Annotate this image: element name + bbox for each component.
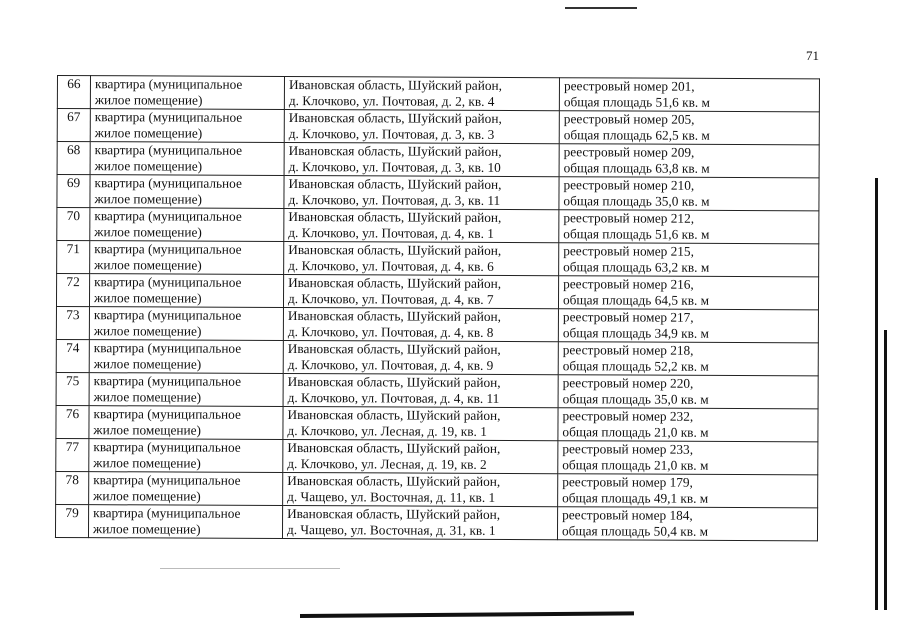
row-number-text: 68 [66,142,81,158]
property-details-text: реестровый номер 184, [562,507,693,523]
property-address [283,307,558,341]
property-details-text: общая площадь 64,5 кв. м [562,292,710,308]
property-details [558,342,818,376]
property-address-text: д. Клочково, ул. Почтовая, д. 3, кв. 11 [288,192,501,208]
row-number-text: 73 [66,307,80,323]
property-registry-table [55,75,820,541]
table-row [57,208,819,244]
property-details-text: общая площадь 35,0 кв. м [562,391,709,407]
property-type-text: жилое помещение) [93,422,202,438]
property-details-text: общая площадь 63,8 кв. м [563,160,710,176]
property-type-text: жилое помещение) [93,323,202,339]
row-number [57,241,90,274]
property-type [89,340,283,374]
property-address-text: Ивановская область, Шуйский район, [287,374,501,390]
property-type [89,439,283,473]
property-type-text: жилое помещение) [93,455,201,471]
property-address-text: Ивановская область, Шуйский район, [287,308,501,324]
row-number [56,405,89,438]
property-type [89,373,283,407]
scan-mark-top [565,7,637,9]
property-details-text: общая площадь 35,0 кв. м [563,193,710,209]
property-type-text: квартира (муниципальное [93,439,241,455]
property-type-text: квартира (муниципальное [93,406,241,422]
property-details-text: общая площадь 49,1 кв. м [562,490,709,506]
property-address-text: д. Клочково, ул. Почтовая, д. 4, кв. 9 [287,357,494,373]
table-row [57,142,819,178]
property-type-text: жилое помещение) [93,356,202,372]
row-number [56,372,89,405]
table-row [56,274,818,310]
table-row [56,372,818,408]
property-address [284,241,559,275]
property-address-text: д. Чащево, ул. Восточная, д. 31, кв. 1 [286,522,496,538]
property-address-text: д. Клочково, ул. Почтовая, д. 4, кв. 6 [288,258,494,274]
property-details [559,111,819,145]
property-address-text: д. Клочково, ул. Почтовая, д. 4, кв. 8 [287,324,494,340]
property-details [559,144,819,178]
property-address-text: д. Клочково, ул. Почтовая, д. 4, кв. 11 [287,390,500,406]
table-row [56,306,818,342]
property-details-text: общая площадь 34,9 кв. м [562,325,710,341]
property-details [557,507,817,541]
property-details-text: общая площадь 62,5 кв. м [563,127,710,143]
property-details-text: реестровый номер 215, [563,243,694,259]
property-type [90,109,284,143]
property-address-text: Ивановская область, Шуйский район, [287,407,501,423]
property-details-text: реестровый номер 210, [563,177,695,193]
property-address-text: д. Клочково, ул. Лесная, д. 19, кв. 1 [287,423,487,439]
property-details-text: реестровый номер 220, [562,375,694,391]
property-type [90,142,284,176]
property-address [283,274,558,308]
property-type [90,208,284,242]
property-type-text: квартира (муниципальное [94,76,243,92]
row-number [57,175,90,208]
property-address-text: д. Клочково, ул. Почтовая, д. 4, кв. 1 [288,225,494,241]
property-address-text: д. Клочково, ул. Почтовая, д. 3, кв. 3 [288,126,495,142]
property-address-text: Ивановская область, Шуйский район, [287,341,501,357]
row-number [56,339,89,372]
table-row [55,504,817,540]
page-number: 71 [806,48,819,63]
scan-edge-right-2 [884,330,887,610]
property-type-text: жилое помещение) [94,92,203,108]
property-address [284,142,559,176]
property-address [283,406,558,440]
property-address [282,505,557,539]
property-type-text: жилое помещение) [94,224,202,240]
property-details [559,210,819,244]
table-body [55,76,819,541]
property-address-text: Ивановская область, Шуйский район, [288,242,502,258]
property-type-text: квартира (муниципальное [93,373,242,389]
property-details [558,408,818,442]
property-address [284,109,559,143]
property-address-text: д. Клочково, ул. Почтовая, д. 4, кв. 7 [287,291,494,307]
property-address-text: Ивановская область, Шуйский район, [288,176,502,192]
property-address-text: д. Клочково, ул. Почтовая, д. 3, кв. 10 [288,159,501,175]
scan-edge-bottom [300,611,634,618]
property-details [559,243,819,277]
property-address-text: Ивановская область, Шуйский район, [287,506,501,522]
property-address-text: Ивановская область, Шуйский район, [287,473,501,489]
property-address-text: д. Чащево, ул. Восточная, д. 11, кв. 1 [287,489,496,505]
property-details-text: общая площадь 50,4 кв. м [561,523,709,539]
property-type [90,175,284,209]
property-address [284,175,559,209]
property-details-text: реестровый номер 216, [563,276,694,292]
property-address [283,340,558,374]
property-type [88,505,282,539]
row-number-text: 67 [67,109,81,125]
property-details-text: реестровый номер 179, [562,474,693,490]
row-number [57,208,90,241]
property-type-text: квартира (муниципальное [94,142,243,158]
scan-noise-line [160,568,340,569]
row-number [56,306,89,339]
property-address-text: Ивановская область, Шуйский район, [288,209,502,225]
table-row [57,109,819,145]
property-details-text: общая площадь 21,0 кв. м [562,457,709,473]
row-number-text: 70 [66,208,81,224]
property-details [559,177,819,211]
row-number-text: 74 [66,340,80,356]
property-address-text: Ивановская область, Шуйский район, [287,440,501,456]
property-details-text: реестровый номер 205, [563,111,695,127]
property-details-text: общая площадь 63,2 кв. м [563,259,710,275]
property-type-text: жилое помещение) [94,191,203,207]
property-type [89,307,283,341]
row-number-text: 77 [65,439,80,455]
property-type-text: квартира (муниципальное [94,274,242,290]
property-type-text: жилое помещение) [92,521,201,537]
property-type-text: жилое помещение) [94,257,202,273]
row-number [57,142,90,175]
property-address-text: Ивановская область, Шуйский район, [288,143,502,159]
property-address [284,76,559,110]
row-number-text: 79 [65,505,79,521]
property-details-text: общая площадь 52,2 кв. м [562,358,709,374]
table-row [56,471,818,507]
property-type [90,76,284,110]
property-address-text: Ивановская область, Шуйский район, [288,275,502,291]
row-number-text: 78 [65,472,79,488]
property-details-text: реестровый номер 233, [562,441,694,457]
table-row [57,175,819,211]
property-type-text: квартира (муниципальное [93,505,241,521]
table-row [56,438,818,474]
property-type-text: квартира (муниципальное [93,307,242,323]
property-details-text: реестровый номер 209, [563,144,695,160]
property-type-text: квартира (муниципальное [94,241,242,257]
property-type-text: квартира (муниципальное [94,208,242,224]
property-address [284,208,559,242]
property-type-text: жилое помещение) [94,158,203,174]
property-type [89,406,283,440]
property-details-text: реестровый номер 201, [563,78,695,94]
property-address-text: д. Клочково, ул. Почтовая, д. 2, кв. 4 [288,93,495,109]
property-address [283,472,558,506]
property-details-text: общая площадь 51,6 кв. м [563,226,710,242]
row-number-text: 75 [65,373,80,389]
property-type-text: жилое помещение) [93,389,202,405]
property-details [558,309,818,343]
property-type-text: квартира (муниципальное [93,340,242,356]
property-type [89,472,283,506]
property-address [283,439,558,473]
table-row [57,76,819,112]
property-type-text: жилое помещение) [93,488,201,504]
property-details [558,474,818,508]
property-details [559,78,819,112]
property-address-text: Ивановская область, Шуйский район, [288,77,502,93]
row-number-text: 76 [65,406,80,422]
table-row [57,241,819,277]
row-number [56,438,89,471]
property-details-text: общая площадь 51,6 кв. м [563,94,711,110]
row-number [57,76,90,109]
scan-edge-right-1 [875,178,878,610]
property-details [558,375,818,409]
property-type-text: квартира (муниципальное [93,472,241,488]
property-details [558,441,818,475]
row-number [56,274,89,307]
property-details [558,276,818,310]
row-number-text: 71 [66,241,80,257]
property-details-text: реестровый номер 212, [563,210,695,226]
property-type [89,274,283,308]
property-type-text: жилое помещение) [94,125,203,141]
property-type-text: жилое помещение) [93,290,202,306]
property-details-text: реестровый номер 232, [562,408,694,424]
property-details-text: реестровый номер 217, [562,309,694,325]
row-number-text: 72 [66,274,80,290]
property-address [283,373,558,407]
table-row [56,405,818,441]
row-number [57,109,90,142]
row-number [55,504,88,537]
row-number [56,471,89,504]
table-row [56,339,818,375]
row-number-text: 66 [67,76,81,92]
property-type-text: квартира (муниципальное [94,175,242,191]
property-type [90,241,284,275]
property-address-text: Ивановская область, Шуйский район, [288,110,502,126]
property-details-text: реестровый номер 218, [562,342,694,358]
property-type-text: квартира (муниципальное [94,109,243,125]
property-details-text: общая площадь 21,0 кв. м [562,424,709,440]
property-address-text: д. Клочково, ул. Лесная, д. 19, кв. 2 [287,456,487,472]
row-number-text: 69 [66,175,81,191]
